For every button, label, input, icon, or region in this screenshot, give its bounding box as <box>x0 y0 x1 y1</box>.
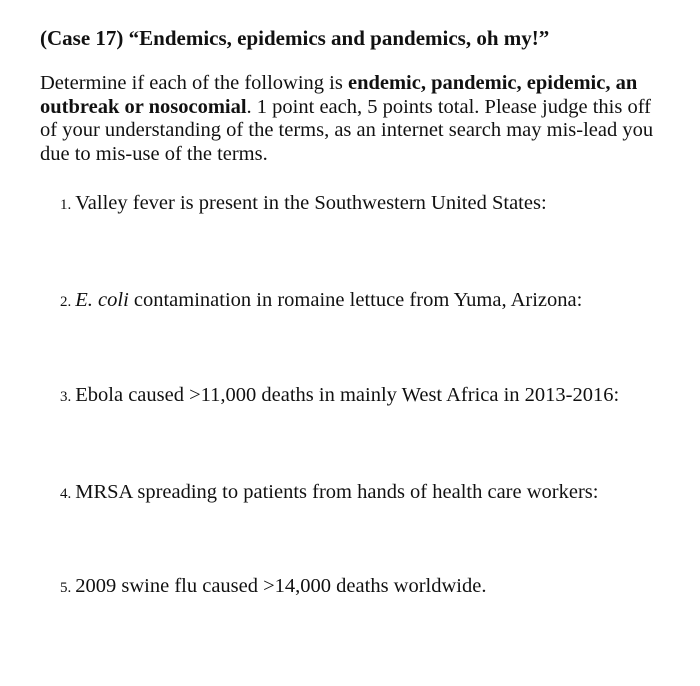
question-text: contamination in romaine lettuce from Yuma, Arizona: <box>128 289 583 311</box>
question-number: 5. <box>60 580 72 596</box>
question-text: 2009 swine flu caused >14,000 deaths worldwide. <box>75 575 487 597</box>
question-text: Valley fever is present in the Southwestern United States: <box>75 192 547 214</box>
question-italic-term: E. coli <box>75 289 129 311</box>
case-title: (Case 17) “Endemics, epidemics and pandemics, oh my!” <box>40 26 550 50</box>
question-number: 1. <box>60 197 72 213</box>
question-number: 2. <box>60 294 72 310</box>
question-text: Ebola caused >11,000 deaths in mainly West Africa in 2013-2016: <box>75 384 620 406</box>
question-number: 3. <box>60 389 72 405</box>
question-5 <box>60 575 486 598</box>
question-1 <box>60 192 547 215</box>
instructions-lead: Determine if each of the following is <box>40 72 348 94</box>
question-2 <box>60 289 582 312</box>
instructions-tail: . 1 point each, 5 points total. Please judge this off of your understanding of the terms, as an internet search may mis-lead you due to mis-use of the terms. <box>40 95 654 165</box>
question-number: 4. <box>60 486 72 502</box>
question-3 <box>60 384 619 407</box>
question-4 <box>60 481 598 504</box>
question-text: MRSA spreading to patients from hands of health care workers: <box>75 481 599 503</box>
instructions-bold-terms: endemic, pandemic, epidemic, an outbreak or nosocomial <box>40 72 638 118</box>
instructions-paragraph <box>40 72 668 166</box>
